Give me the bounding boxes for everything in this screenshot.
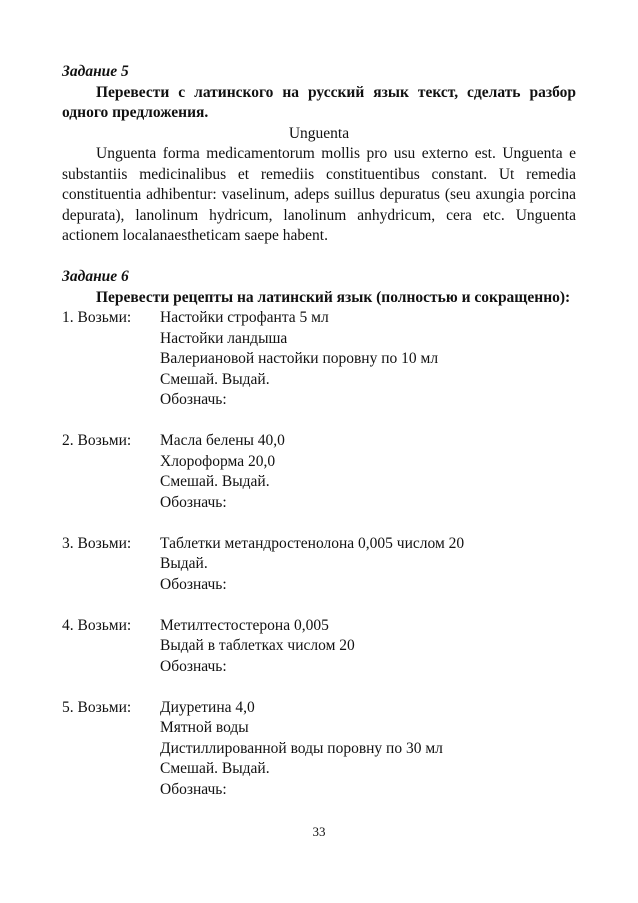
recipe-label: 1. Возьми: xyxy=(62,309,132,326)
recipe-3 xyxy=(62,534,576,596)
recipe-line: Валериановой настойки поровну по 10 мл xyxy=(160,350,439,367)
spacer xyxy=(62,247,576,268)
recipe-line: Хлороформа 20,0 xyxy=(160,452,276,470)
recipe-5 xyxy=(62,698,576,801)
recipe-line: Дистиллированной воды поровну по 30 мл xyxy=(160,739,443,757)
recipe-line: Смешай. Выдай. xyxy=(160,473,270,490)
recipe-line: Масла белены 40,0 xyxy=(160,432,285,449)
recipe-line: Обозначь: xyxy=(160,575,227,593)
recipe-label: 5. Возьми: xyxy=(62,698,132,716)
task5-instruction: Перевести с латинского на русский язык текст, сделать разбор одного предложения. xyxy=(62,83,576,121)
task6-title: Задание 6 xyxy=(62,268,129,285)
recipe-line: Настойки строфанта 5 мл xyxy=(160,309,329,326)
recipes-list xyxy=(62,308,576,800)
recipe-label: 3. Возьми: xyxy=(62,534,132,552)
recipe-line: Диуретина 4,0 xyxy=(160,698,255,716)
recipe-label: 2. Возьми: xyxy=(62,432,132,449)
recipe-line: Таблетки метандростенолона 0,005 числом 20 xyxy=(160,534,465,552)
recipe-line: Смешай. Выдай. xyxy=(160,760,270,777)
latin-text-title: Unguenta xyxy=(288,124,350,142)
recipe-line: Смешай. Выдай. xyxy=(160,370,270,388)
document-page xyxy=(62,62,576,821)
recipe-4 xyxy=(62,616,576,678)
recipe-line: Обозначь: xyxy=(160,391,227,408)
recipe-line: Выдай. xyxy=(160,555,208,572)
recipe-line: Выдай в таблетках числом 20 xyxy=(160,637,355,654)
recipe-line: Обозначь: xyxy=(160,493,227,511)
task5-title: Задание 5 xyxy=(62,63,129,80)
recipe-2 xyxy=(62,431,576,513)
recipe-line: Метилтестостерона 0,005 xyxy=(160,616,329,634)
recipe-line: Обозначь: xyxy=(160,657,227,675)
recipe-line: Настойки ландыша xyxy=(160,329,288,347)
recipe-line: Обозначь: xyxy=(160,780,227,798)
recipe-line: Мятной воды xyxy=(160,719,249,736)
latin-text-body xyxy=(62,144,576,247)
task6-instruction: Перевести рецепты на латинский язык (полностью и сокращенно): xyxy=(96,288,571,306)
recipe-1 xyxy=(62,308,576,411)
page-number: 33 xyxy=(312,824,326,839)
recipe-label: 4. Возьми: xyxy=(62,616,132,634)
latin-text-paragraph: Unguenta forma medicamentorum mollis pro usu externo est. Unguenta e substantiis medicinalibus et remediis constituentibus constant. Ut remedia constituentia adhibentur: vaselinum, adeps suillus depuratus (seu axungia porcina depurata), lanolinum hydricum, lanolinum anhydricum, cera etc. Unguenta actionem localanaestheticam saepe habent. xyxy=(62,145,576,244)
